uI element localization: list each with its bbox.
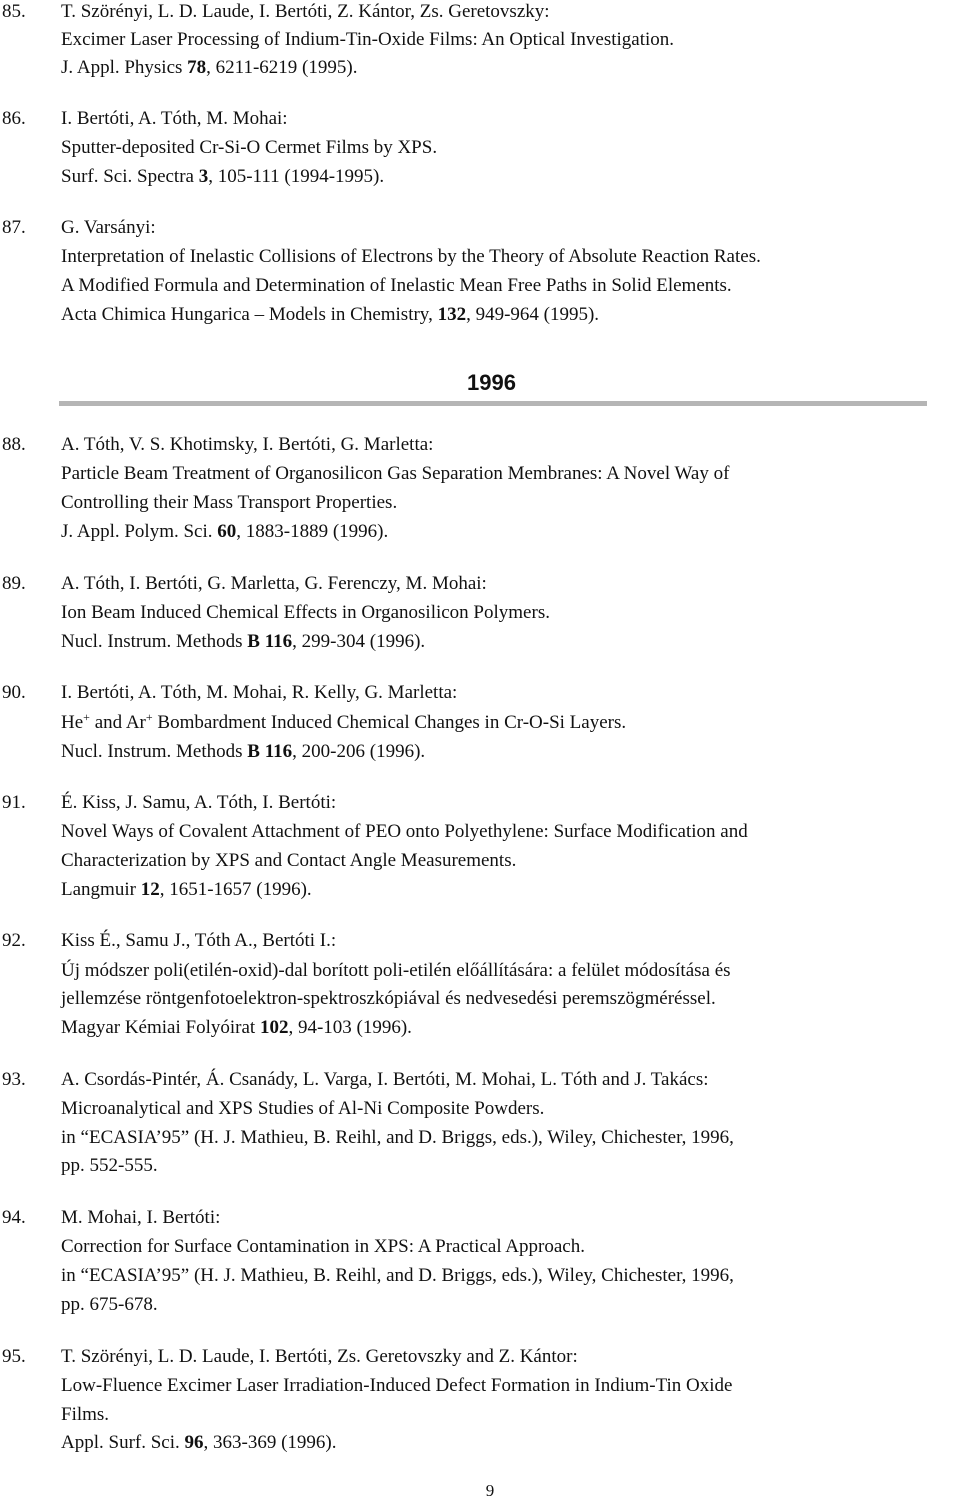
pages-year: , 363-369 (1996). [203, 1432, 337, 1453]
reference-authors: M. Mohai, I. Bertóti: [61, 1207, 221, 1228]
journal-name: J. Appl. Physics [61, 57, 183, 78]
reference-number: 94. [2, 1207, 26, 1228]
reference-title: Sputter-deposited Cr-Si-O Cermet Films by XPS. [61, 137, 438, 158]
page-number: 9 [485, 1481, 495, 1500]
reference-number: 95. [2, 1346, 26, 1367]
reference-title: Controlling their Mass Transport Properties. [61, 492, 398, 513]
reference-title: Microanalytical and XPS Studies of Al-Ni Composite Powders. [61, 1098, 545, 1119]
reference-title: jellemzése röntgenfotoelektron-spektroszkópiával és nedvesedési peremszögméréssel. [61, 988, 716, 1009]
reference-title: A Modified Formula and Determination of Inelastic Mean Free Paths in Solid Elements. [61, 275, 732, 296]
reference-authors: T. Szörényi, L. D. Laude, I. Bertóti, Zs. Geretovszky and Z. Kántor: [61, 1346, 578, 1367]
pages-year: , 94-103 (1996). [288, 1017, 412, 1038]
reference-number: 85. [2, 1, 26, 22]
reference-citation [61, 53, 357, 82]
volume-number: B 116 [247, 741, 293, 762]
reference-number: 87. [2, 217, 26, 238]
reference-title: Novel Ways of Covalent Attachment of PEO onto Polyethylene: Surface Modification and [61, 821, 748, 842]
reference-citation [61, 517, 388, 546]
reference-title: Excimer Laser Processing of Indium-Tin-Oxide Films: An Optical Investigation. [61, 29, 675, 50]
reference-authors: Kiss É., Samu J., Tóth A., Bertóti I.: [61, 930, 337, 951]
volume-number: 102 [259, 1017, 289, 1038]
pages-year: , 1651-1657 (1996). [159, 879, 312, 900]
reference-citation [61, 1013, 412, 1042]
journal-name: Magyar Kémiai Folyóirat [61, 1017, 256, 1038]
reference-citation [61, 737, 425, 766]
reference-authors: A. Tóth, V. S. Khotimsky, I. Bertóti, G. Marletta: [61, 434, 434, 455]
volume-number: 60 [217, 521, 237, 542]
reference-citation: in “ECASIA’95” (H. J. Mathieu, B. Reihl, and D. Briggs, eds.), Wiley, Chichester, 1996, [61, 1265, 734, 1286]
year-divider [59, 401, 927, 406]
reference-number: 91. [2, 792, 26, 813]
volume-number: 3 [198, 166, 209, 187]
journal-name: Surf. Sci. Spectra [61, 166, 194, 187]
reference-title: Ion Beam Induced Chemical Effects in Organosilicon Polymers. [61, 602, 550, 623]
reference-citation [61, 300, 599, 329]
reference-authors: T. Szörényi, L. D. Laude, I. Bertóti, Z. Kántor, Zs. Geretovszky: [61, 1, 550, 22]
reference-citation: in “ECASIA’95” (H. J. Mathieu, B. Reihl, and D. Briggs, eds.), Wiley, Chichester, 1996, [61, 1127, 734, 1148]
journal-name: Langmuir [61, 879, 136, 900]
reference-authors: I. Bertóti, A. Tóth, M. Mohai, R. Kelly, G. Marletta: [61, 682, 458, 703]
journal-name: Nucl. Instrum. Methods [61, 741, 243, 762]
pages-year: , 1883-1889 (1996). [236, 521, 389, 542]
volume-number: B 116 [247, 631, 293, 652]
journal-name: Appl. Surf. Sci. [61, 1432, 180, 1453]
volume-number: 78 [187, 57, 207, 78]
reference-authors: É. Kiss, J. Samu, A. Tóth, I. Bertóti: [61, 792, 337, 813]
pages-year: , 200-206 (1996). [292, 741, 426, 762]
reference-authors: I. Bertóti, A. Tóth, M. Mohai: [61, 108, 288, 129]
reference-authors: A. Tóth, I. Bertóti, G. Marletta, G. Ferenczy, M. Mohai: [61, 573, 487, 594]
journal-name: Nucl. Instrum. Methods [61, 631, 243, 652]
reference-title: Correction for Surface Contamination in XPS: A Practical Approach. [61, 1236, 585, 1257]
journal-name: J. Appl. Polym. Sci. [61, 521, 213, 542]
reference-citation [61, 1428, 336, 1457]
reference-title: Characterization by XPS and Contact Angle Measurements. [61, 850, 517, 871]
year-heading: 1996 [467, 370, 516, 395]
reference-citation [61, 875, 312, 904]
reference-number: 90. [2, 682, 26, 703]
reference-number: 88. [2, 434, 26, 455]
reference-authors: G. Varsányi: [61, 217, 156, 238]
volume-number: 12 [140, 879, 160, 900]
reference-citation [61, 627, 425, 656]
reference-authors: A. Csordás-Pintér, Á. Csanády, L. Varga, I. Bertóti, M. Mohai, L. Tóth and J. Takács: [61, 1069, 709, 1090]
pages-year: , 6211-6219 (1995). [206, 57, 358, 78]
reference-number: 93. [2, 1069, 26, 1090]
reference-number: 89. [2, 573, 26, 594]
reference-title: Particle Beam Treatment of Organosilicon Gas Separation Membranes: A Novel Way of [61, 463, 730, 484]
volume-number: 96 [184, 1432, 204, 1453]
pages-year: , 105-111 (1994-1995). [208, 166, 385, 187]
reference-title: Films. [61, 1404, 110, 1425]
reference-title: Új módszer poli(etilén-oxid)-dal borított poli-etilén előállítására: a felület módosítása és [61, 960, 731, 981]
pages-year: , 299-304 (1996). [292, 631, 426, 652]
reference-number: 86. [2, 108, 26, 129]
journal-name: Acta Chimica Hungarica – Models in Chemistry, [61, 304, 433, 325]
reference-number: 92. [2, 930, 26, 951]
reference-pages: pp. 552-555. [61, 1155, 158, 1176]
reference-pages: pp. 675-678. [61, 1294, 158, 1315]
volume-number: 132 [437, 304, 467, 325]
reference-citation [61, 162, 384, 191]
reference-title: Interpretation of Inelastic Collisions of Electrons by the Theory of Absolute Reaction Rates. [61, 246, 761, 267]
pages-year: , 949-964 (1995). [466, 304, 600, 325]
reference-title: Low-Fluence Excimer Laser Irradiation-Induced Defect Formation in Indium-Tin Oxide [61, 1375, 733, 1396]
reference-title: He+ and Ar+ Bombardment Induced Chemical Changes in Cr-O-Si Layers. [61, 710, 627, 733]
